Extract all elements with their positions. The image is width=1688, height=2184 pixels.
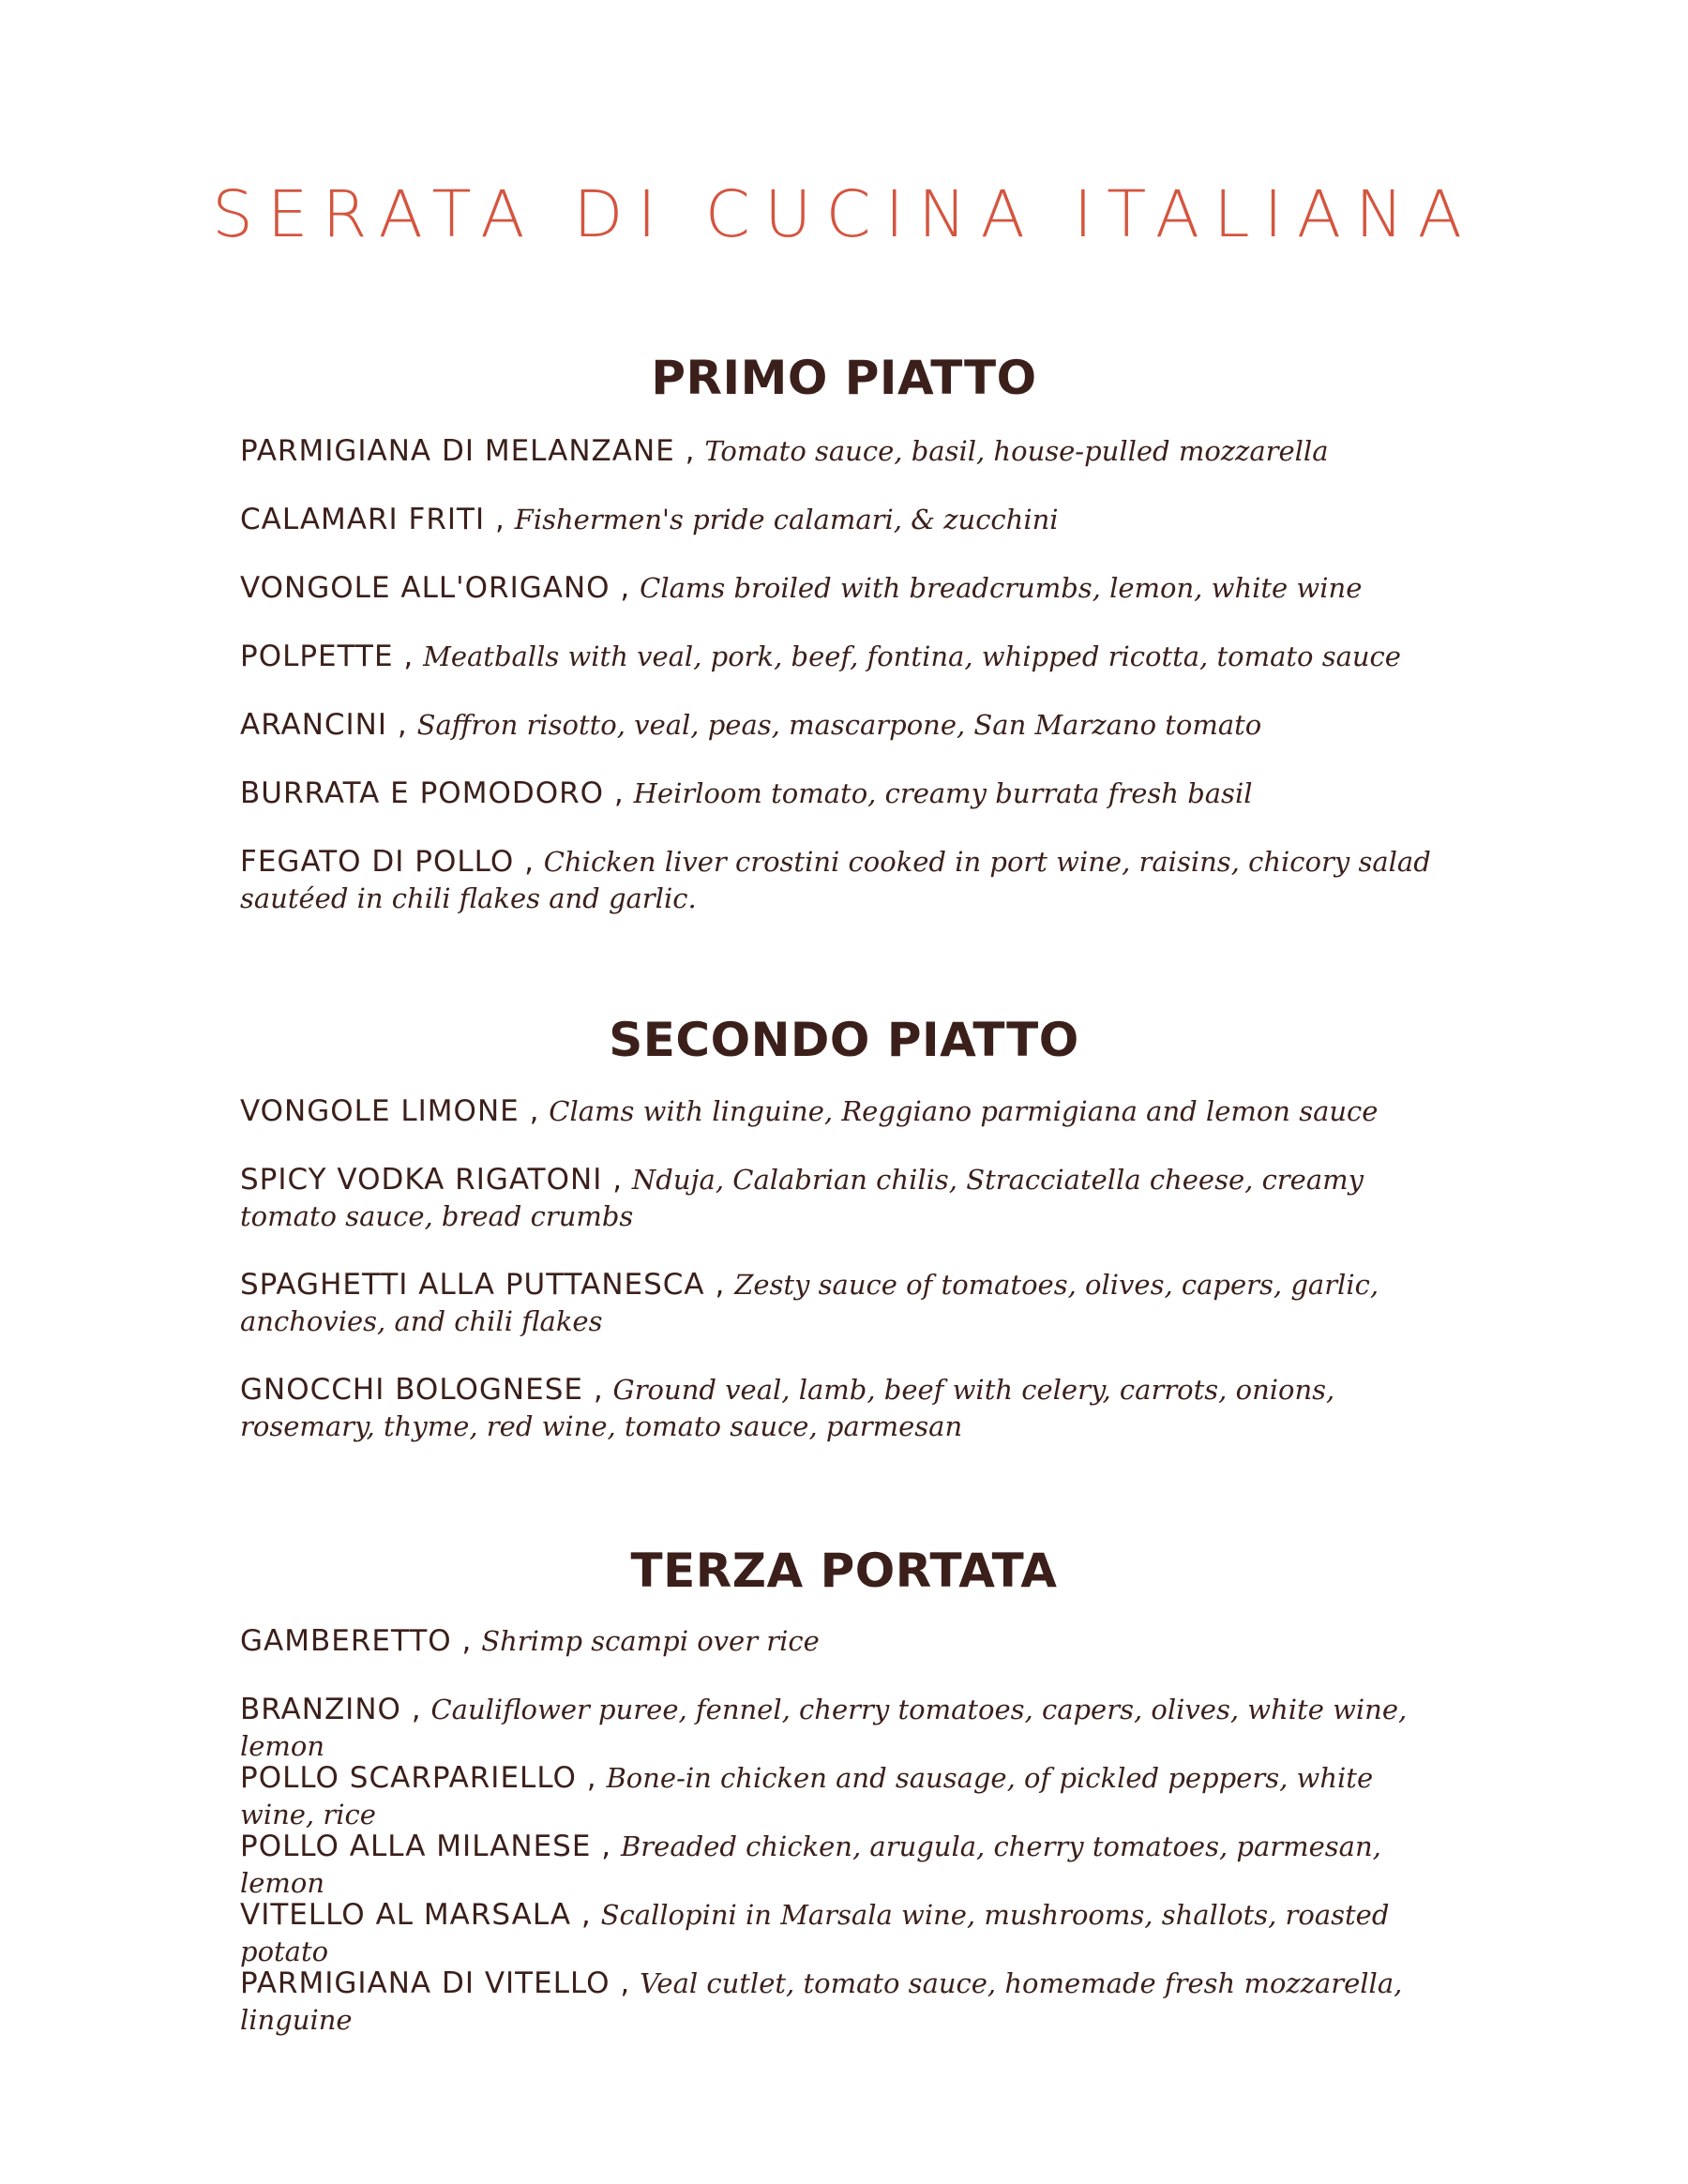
item-description: Veal cutlet, tomato sauce, homemade fresh mozzarella, linguine [240,1967,1403,2036]
item-description: Tomato sauce, basil, house-pulled mozzarella [704,435,1329,467]
menu-item [240,1966,1450,2039]
item-description: Shrimp scampi over rice [481,1625,820,1657]
item-name: VONGOLE ALL'ORIGANO , [240,571,631,605]
menu-item [240,1267,1450,1340]
menu-item [240,639,1450,675]
item-description: Clams broiled with breadcrumbs, lemon, white wine [640,572,1363,604]
item-name: POLLO ALLA MILANESE , [240,1830,612,1863]
item-description: Nduja, Calabrian chilis, Stracciatella cheese, creamy tomato sauce, bread crumbs [240,1164,1364,1232]
section-heading-terza-portata: TERZA PORTATA [630,1544,1058,1598]
item-name: FEGATO DI POLLO , [240,845,535,879]
item-description: Scallopini in Marsala wine, mushrooms, shallots, roasted potato [240,1899,1390,1967]
item-name: CALAMARI FRITI , [240,503,505,536]
menu-title: SERATA DI CUCINA ITALIANA [212,177,1476,252]
item-name: GAMBERETTO , [240,1624,473,1658]
section-heading-primo-piatto: PRIMO PIATTO [651,351,1037,405]
item-description: Ground veal, lamb, beef with celery, carrots, onions, rosemary, thyme, red wine, tomato sauce, parmesan [240,1374,1335,1442]
item-name: POLPETTE , [240,640,414,673]
item-name: BRANZINO , [240,1693,422,1726]
item-name: VITELLO AL MARSALA , [240,1898,592,1932]
item-name: SPAGHETTI ALLA PUTTANESCA , [240,1268,726,1302]
menu-item [240,776,1450,812]
item-name: ARANCINI , [240,708,408,742]
menu-item [240,707,1450,744]
item-description: Heirloom tomato, creamy burrata fresh basil [633,777,1253,809]
item-description: Saffron risotto, veal, peas, mascarpone, San Marzano tomato [416,709,1262,741]
menu-item [240,1093,1450,1130]
menu-item [240,570,1450,607]
item-name: GNOCCHI BOLOGNESE , [240,1373,604,1407]
section-heading-secondo-piatto: SECONDO PIATTO [609,1013,1079,1067]
item-description: Zesty sauce of tomatoes, olives, capers, garlic, anchovies, and chili flakes [240,1269,1379,1337]
menu-item [240,433,1450,470]
item-name: PARMIGIANA DI VITELLO , [240,1966,631,2000]
item-description: Fishermen's pride calamari, & zucchini [514,504,1059,535]
menu-item [240,1372,1450,1445]
item-description: Clams with linguine, Reggiano parmigiana and lemon sauce [549,1095,1379,1127]
menu-item [240,1829,1450,1902]
item-name: SPICY VODKA RIGATONI , [240,1163,624,1197]
menu-item [240,1162,1450,1235]
item-description: Cauliflower puree, fennel, cherry tomatoes, capers, olives, white wine, lemon [240,1694,1408,1762]
item-name: BURRATA E POMODORO , [240,776,625,810]
menu-item [240,1760,1450,1833]
item-name: VONGOLE LIMONE , [240,1094,540,1128]
item-description: Breaded chicken, arugula, cherry tomatoes, parmesan, lemon [240,1830,1381,1899]
item-description: Chicken liver crostini cooked in port wine, raisins, chicory salad sautéed in chili flakes and garlic. [240,846,1431,914]
menu-item [240,844,1450,917]
item-name: PARMIGIANA DI MELANZANE , [240,434,696,468]
menu-item [240,1623,1450,1660]
item-name: POLLO SCARPARIELLO , [240,1761,597,1795]
item-description: Meatballs with veal, pork, beef, fontina, whipped ricotta, tomato sauce [423,640,1401,672]
item-description: Bone-in chicken and sausage, of pickled peppers, white wine, rice [240,1762,1374,1830]
menu-item [240,1692,1450,1765]
menu-item [240,1897,1450,1970]
menu-item [240,502,1450,538]
